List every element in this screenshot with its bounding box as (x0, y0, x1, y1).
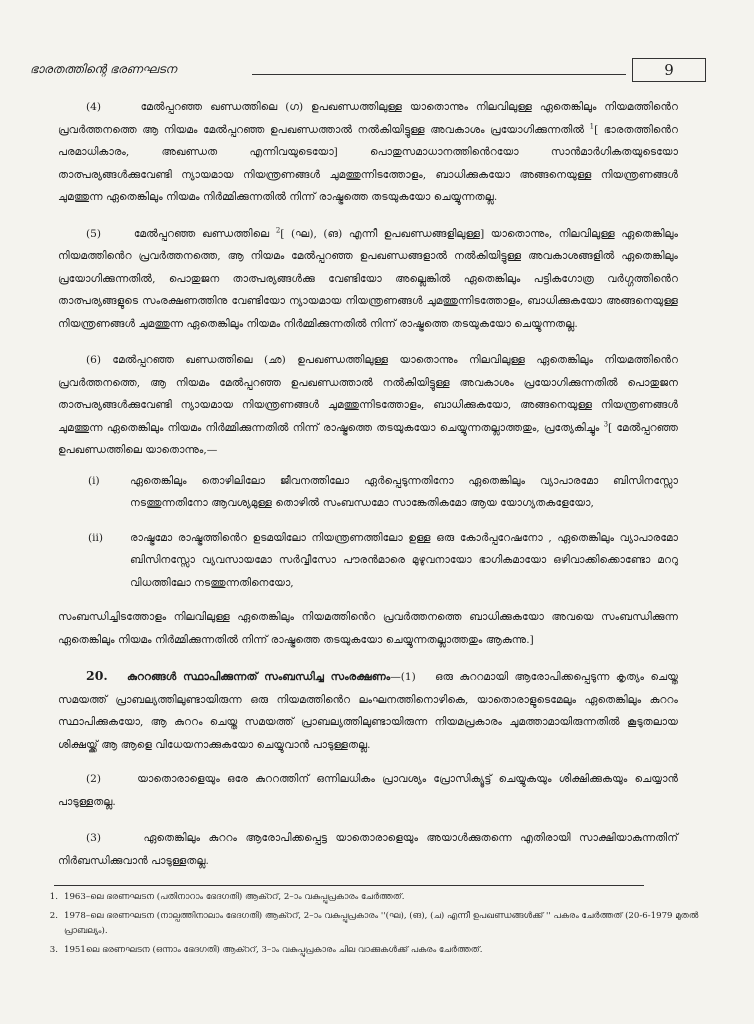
article-title: കുററങ്ങൾ സ്ഥാപിക്കുന്നത് സംബന്ധിച്ച സംരക്ഷണം (126, 671, 391, 683)
article-20-clause-1 (58, 665, 678, 756)
footnote (30, 943, 710, 958)
page-body (58, 96, 678, 872)
clause-number: (1) (400, 671, 416, 683)
item-label: (i) (88, 474, 100, 487)
clause-6 (58, 349, 678, 462)
footnote-number: 1. (49, 892, 58, 902)
footnote-marker-3: 3 (603, 419, 609, 428)
article-number: 20. (86, 668, 108, 683)
footnote-rule (54, 885, 644, 886)
header-title: ഭാരതത്തിന്റെ ഭരണഘടന (30, 62, 177, 76)
footnote-marker-2: 2 (275, 225, 281, 234)
clause-6-number: (6) (86, 354, 102, 366)
clause-6-text-cont: [ മേൽപ്പറഞ്ഞ ഉപഖണ്ഡത്തിലെ യാതൊന്നും,— (58, 421, 678, 456)
clause-6-item (58, 527, 678, 595)
item-text: ഏതെങ്കിലും തൊഴിലിലോ ജീവനത്തിലോ ഏർപ്പെടുന്നതിനോ ഏതെങ്കിലും വ്യാപാരമോ ബിസിനസ്സോ നടത്തുന്നതിനോ ആവശ്യമുള്ള തൊഴിൽ സംബന്ധമോ സാങ്കേതികമോ ആയ യോഗ്യതകളേയോ, (130, 474, 678, 509)
footnote-number: 3. (49, 945, 58, 955)
clause-5-text: മേൽപ്പറഞ്ഞ ഖണ്ഡത്തിലെ (133, 227, 270, 240)
page-number: 9 (632, 58, 706, 82)
footnote (30, 909, 710, 939)
footnote-text: 1951ലെ ഭരണഘടന (ഒന്നാം ഭേദഗതി) ആക്ററ്, 3–ാം വകുപ്പുപ്രകാരം ചില വാക്കുകൾക്ക് പകരം ചേർത്തത്. (64, 945, 483, 955)
clause-4-number: (4) (86, 101, 102, 113)
article-20-clause-2 (58, 768, 678, 813)
clause-5 (58, 223, 678, 336)
footnote (30, 890, 710, 905)
clause-4 (58, 96, 678, 209)
footnote-marker-1: 1 (589, 121, 595, 130)
article-title-dash: — (390, 671, 401, 683)
clause-4-text: മേൽപ്പറഞ്ഞ ഖണ്ഡത്തിലെ (ഗ) ഉപഖണ്ഡത്തിലുള്ള യാതൊന്നും നിലവിലുള്ള ഏതെങ്കിലും നിയമത്തിൻെറ പ്രവർത്തനത്തെ ആ നിയമം മേൽപ്പറഞ്ഞ ഉപഖണ്ഡത്താൽ നൽകിയിട്ടുള്ള അവകാശം പ്രയോഗിക്കുന്നതിൽ (58, 101, 678, 136)
clause-number: (3) (86, 832, 102, 844)
item-label: (ii) (88, 531, 104, 544)
clause-text: ഏതെങ്കിലും കുററം ആരോപിക്കപ്പെട്ട യാതൊരാളെയും അയാൾക്കുതന്നെ എതിരായി സാക്ഷിയാകുന്നതിന് നിർബന്ധിക്കുവാൻ പാടുള്ളതല്ല. (58, 832, 678, 867)
clause-6-closing: സംബന്ധിച്ചിടത്തോളം നിലവിലുള്ള ഏതെങ്കിലും നിയമത്തിൻെറ പ്രവർത്തനത്തെ ബാധിക്കുകയോ അവയെ സംബന്ധിക്കുന്ന ഏതെങ്കിലും നിയമം നിർമ്മിക്കുന്നതിൽ നിന്ന് രാഷ്ട്രത്തെ തടയുകയോ ചെയ്യുന്നതല്ലാത്തതും ആകുന്നു.] (58, 611, 678, 646)
clause-number: (2) (86, 773, 102, 785)
running-header (30, 58, 706, 84)
footnote-number: 2. (49, 911, 58, 921)
header-rule (252, 74, 626, 75)
article-20-clause-3 (58, 827, 678, 872)
clause-6-text: മേൽപ്പറഞ്ഞ ഖണ്ഡത്തിലെ (ഛ) ഉപഖണ്ഡത്തിലുള്ള യാതൊന്നും നിലവിലുള്ള ഏതെങ്കിലും നിയമത്തിൻെറ പ്രവർത്തനത്തെ, ആ നിയമം മേൽപ്പറഞ്ഞ ഉപഖണ്ഡത്താൽ നൽകിയിട്ടുള്ള അവകാശം പ്രയോഗിക്കുന്നതിൽ പൊതുജന താത്പര്യങ്ങൾക്കുവേണ്ടി ന്യായമായ നിയന്ത്രണങ്ങൾ ചുമത്തുന്നിടത്തോളം, ബാധിക്കുകയോ, അങ്ങനെയുള്ള നിയന്ത്രണങ്ങൾ ചുമത്തുന്ന ഏതെങ്കിലും നിയമം നിർമ്മിക്കുന്നതിൽ നിന്ന് രാഷ്ട്രത്തെ തടയുകയോ ചെയ്യുന്നതല്ലാത്തതും, പ്രത്യേകിച്ചും (58, 354, 678, 434)
clause-5-text-cont: [ (ഘ), (ങ) എന്നീ ഉപഖണ്ഡങ്ങളിലുള്ള] യാതൊന്നും, നിലവിലുള്ള ഏതെങ്കിലും നിയമത്തിൻെറ പ്രവർത്തനത്തെ, ആ നിയമം മേൽപ്പറഞ്ഞ ഉപഖണ്ഡങ്ങളാൽ നൽകിയിട്ടുള്ള അവകാശങ്ങളിൽ ഏതെങ്കിലും പ്രയോഗിക്കുന്നതിൽ, പൊതുജന താത്പര്യങ്ങൾക്കു വേണ്ടിയോ അല്ലെങ്കിൽ ഏതെങ്കിലും പട്ടികഗോത്ര വർഗ്ഗത്തിൻെറ താത്പര്യങ്ങളുടെ സംരക്ഷണത്തിനു വേണ്ടിയോ ന്യായമായ നിയന്ത്രണങ്ങൾ ചുമത്തുന്നിടത്തോളം, ബാധിക്കുകയോ അങ്ങനെയുള്ള നിയന്ത്രണങ്ങൾ ചുമത്തുന്ന ഏതെങ്കിലും നിയമം നിർമ്മിക്കുന്നതിൽ നിന്ന് രാഷ്ട്രത്തെ തടയുകയോ ചെയ്യുന്നതല്ല. (58, 227, 679, 330)
footnotes (30, 885, 710, 958)
clause-text: യാതൊരാളെയും ഒരേ കുററത്തിന് ഒന്നിലധികം പ്രാവശ്യം പ്രോസിക്യൂട്ട് ചെയ്യുകയും ശിക്ഷിക്കുകയും ചെയ്യാൻ പാടുള്ളതല്ല. (58, 773, 678, 808)
footnote-text: 1963–ലെ ഭരണഘടന (പതിനാറാം ഭേദഗതി) ആക്ററ്, 2–ാം വകുപ്പുപ്രകാരം ചേർത്തത്. (64, 892, 405, 902)
clause-6-item (58, 470, 678, 515)
clause-text: ഒരു കുററമായി ആരോപിക്കപ്പെടുന്ന കൃത്യം ചെയ്ത സമയത്ത് പ്രാബല്യത്തിലുണ്ടായിരുന്ന ഒരു നിയമത്തിൻെറ ലംഘനത്തിനൊഴികെ, യാതൊരാളുടെമേലും ഏതെങ്കിലും കുററം സ്ഥാപിക്കുകയോ, ആ കുററം ചെയ്ത സമയത്ത് പ്രാബല്യത്തിലുണ്ടായിരുന്ന നിയമപ്രകാരം ചുമത്താമായിരുന്നതിൽ കൂടുതലായ ശിക്ഷയ്ക്ക് ആ ആളെ വിധേയനാക്കുകയോ ചെയ്യുവാൻ പാടുള്ളതല്ല. (58, 671, 679, 751)
clause-5-number: (5) (86, 227, 102, 240)
footnote-text: 1978–ലെ ഭരണഘടന (നാല്പത്തിനാലാം ഭേദഗതി) ആക്ററ്, 2–ാം വകുപ്പുപ്രകാരം ''(ഘ), (ങ), (ച) എന്നീ ഉപഖണ്ഡങ്ങൾക്ക് '' പകരം ചേർത്തത് (20-6-1979 മുതൽ പ്രാബല്യം). (64, 911, 699, 936)
item-text: രാഷ്ട്രമോ രാഷ്ട്രത്തിൻെറ ഉടമയിലോ നിയന്ത്രണത്തിലോ ഉള്ള ഒരു കോർപ്പറേഷനോ , ഏതെങ്കിലും വ്യാപാരമോ ബിസിനസ്സോ വ്യവസായമോ സർവ്വീസോ പൗരൻമാരെ മുഴുവനായോ ഭാഗികമായോ ഒഴിവാക്കിക്കൊണ്ടോ മററു വിധത്തിലോ നടത്തുന്നതിനെയോ, (130, 531, 678, 589)
clause-4-text-cont: [ ഭാരതത്തിൻെറ പരമാധികാരം, അഖണ്ഡത എന്നിവയുടെയോ] പൊതുസമാധാനത്തിൻെറയോ സാൻമാർഗികതയുടെയോ താത്പര്യങ്ങൾക്കുവേണ്ടി ന്യായമായ നിയന്ത്രണങ്ങൾ ചുമത്തുന്നിടത്തോളം, ബാധിക്കുകയോ അങ്ങനെയുള്ള നിയന്ത്രണങ്ങൾ ചുമത്തുന്ന ഏതെങ്കിലും നിയമം നിർമ്മിക്കുന്നതിൽ നിന്ന് രാഷ്ട്രത്തെ തടയുകയോ ചെയ്യുന്നതല്ല. (58, 123, 678, 203)
